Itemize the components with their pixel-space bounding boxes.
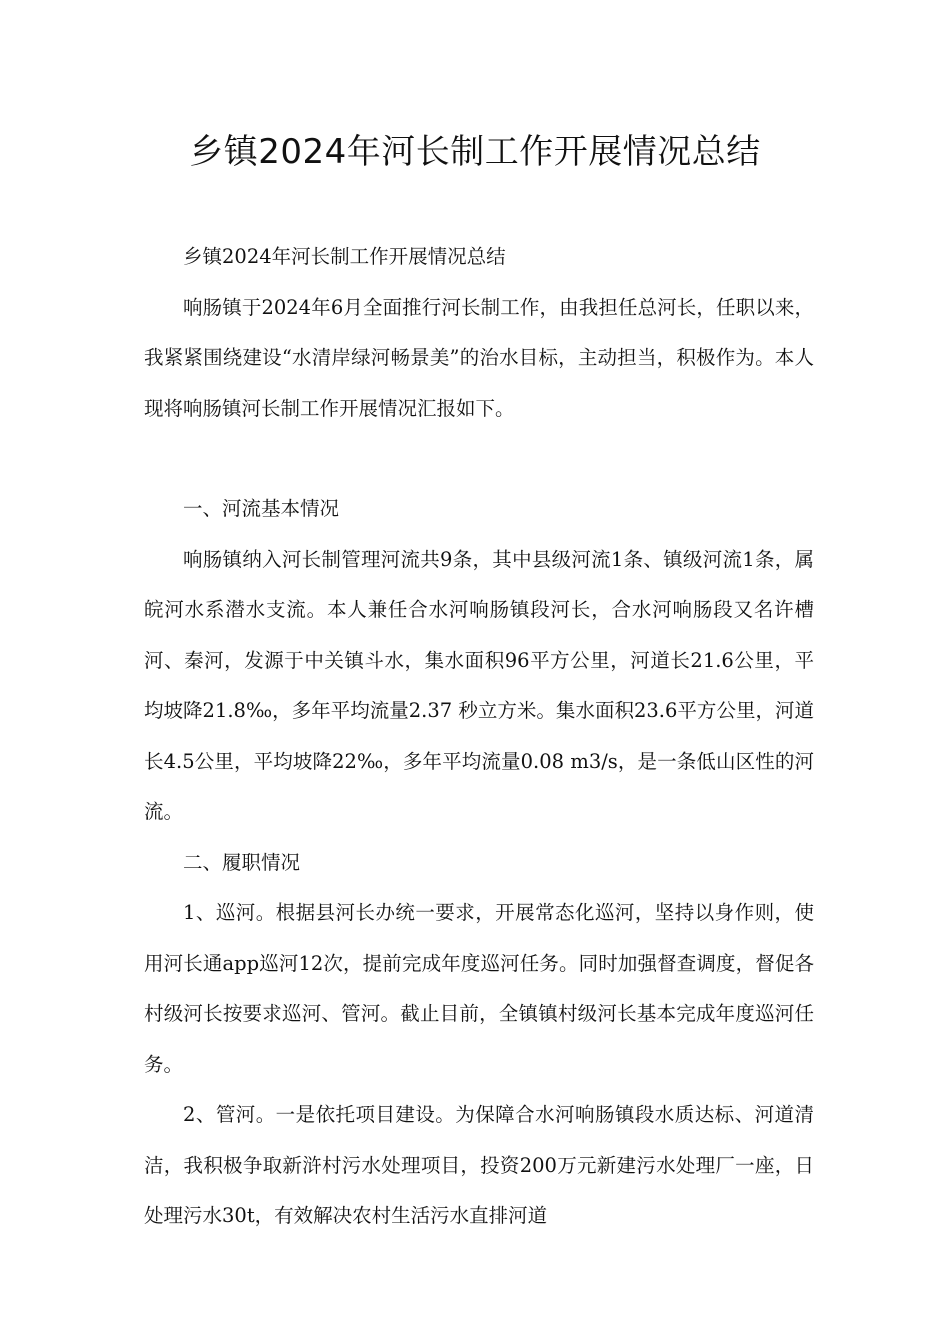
river-overview-paragraph: 响肠镇纳入河长制管理河流共9条，其中县级河流1条、镇级河流1条，属皖河水系潜水支流。本人兼任合水河响肠镇段河长，合水河响肠段又名许槽河、秦河，发源于中关镇斗水，集水面积96平方公里，河道长21.6公里，平均坡降21.8‰，多年平均流量2.37 秒立方米。集水面积23.6平方公里，河道长4.5公里，平均坡降22‰，多年平均流量0.08 m3/s，是一条低山区性的河流。 — [144, 547, 814, 823]
intro-paragraph: 响肠镇于2024年6月全面推行河长制工作，由我担任总河长，任职以来，我紧紧围绕建设“水清岸绿河畅景美”的治水目标，主动担当，积极作为。本人现将响肠镇河长制工作开展情况汇报如下。 — [144, 295, 814, 420]
document-body — [144, 232, 814, 1242]
patrol-paragraph: 1、巡河。根据县河长办统一要求，开展常态化巡河，坚持以身作则，使用河长通app巡河12次，提前完成年度巡河任务。同时加强督查调度，督促各村级河长按要求巡河、管河。截止目前，全镇镇村级河长基本完成年度巡河任务。 — [144, 901, 814, 1076]
management-paragraph: 2、管河。一是依托项目建设。为保障合水河响肠镇段水质达标、河道清洁，我积极争取新浒村污水处理项目，投资200万元新建污水处理厂一座，日处理污水30t，有效解决农村生活污水直排河道 — [144, 1103, 814, 1227]
section-heading-duties: 二、履职情况 — [183, 850, 301, 874]
document-title: 乡镇2024年河长制工作开展情况总结 — [189, 132, 761, 172]
paragraph-gap — [144, 434, 814, 484]
section-heading-river-overview: 一、河流基本情况 — [183, 497, 340, 520]
document-subtitle: 乡镇2024年河长制工作开展情况总结 — [183, 245, 506, 268]
